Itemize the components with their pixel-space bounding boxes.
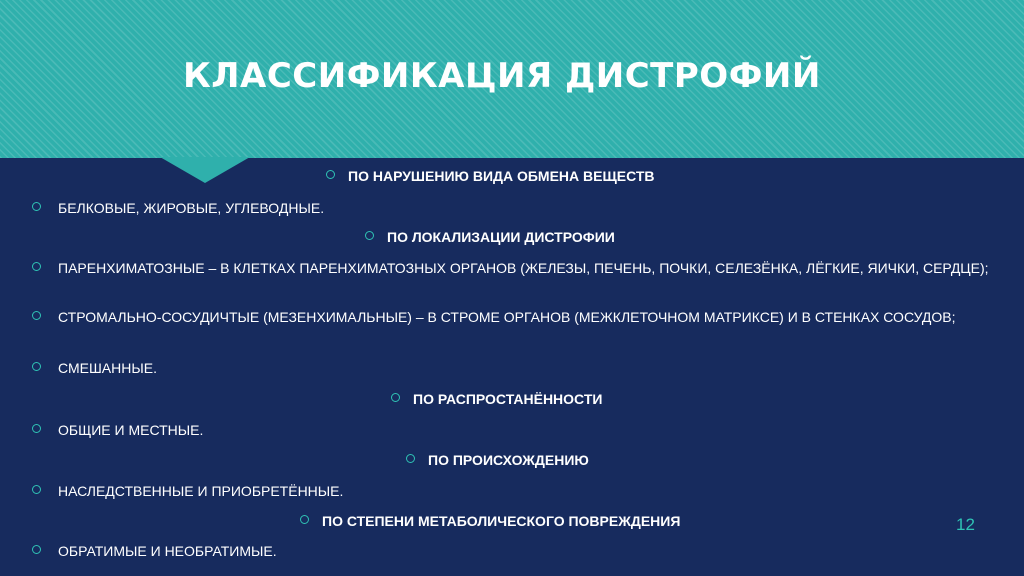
list-item-text: НАСЛЕДСТВЕННЫЕ И ПРИОБРЕТЁННЫЕ. <box>58 483 344 499</box>
bullet-circle-icon <box>32 311 41 320</box>
section-heading-text: ПО СТЕПЕНИ МЕТАБОЛИЧЕСКОГО ПОВРЕЖДЕНИЯ <box>322 513 681 529</box>
section-heading-damage-degree <box>322 511 680 531</box>
section-heading-text: ПО ПРОИСХОЖДЕНИЮ <box>428 452 589 468</box>
section-heading-origin <box>428 450 589 470</box>
bullet-circle-icon <box>365 231 374 240</box>
bullet-circle-icon <box>406 454 415 463</box>
list-item-text: ПАРЕНХИМАТОЗНЫЕ – В КЛЕТКАХ ПАРЕНХИМАТОЗНЫХ ОРГАНОВ (ЖЕЛЕЗЫ, ПЕЧЕНЬ, ПОЧКИ, СЕЛЕЗЁНКА, ЛЁГКИЕ, ЯИЧКИ, СЕРДЦЕ); <box>58 260 989 276</box>
bullet-circle-icon <box>32 545 41 554</box>
list-item-stromal-vascular <box>58 307 996 327</box>
section-heading-text: ПО РАСПРОСТАНЁННОСТИ <box>413 391 603 407</box>
list-item-reversible <box>58 541 996 561</box>
bullet-circle-icon <box>326 170 335 179</box>
banner-notch <box>160 157 250 183</box>
bullet-circle-icon <box>300 515 309 524</box>
bullet-circle-icon <box>32 262 41 271</box>
slide-title: КЛАССИФИКАЦИЯ ДИСТРОФИЙ <box>183 56 821 96</box>
list-item-metabolism-types <box>58 198 996 218</box>
list-item-hereditary-acquired <box>58 481 996 501</box>
list-item-text: СМЕШАННЫЕ. <box>58 360 157 376</box>
bullet-circle-icon <box>32 424 41 433</box>
list-item-text: БЕЛКОВЫЕ, ЖИРОВЫЕ, УГЛЕВОДНЫЕ. <box>58 200 325 216</box>
section-heading-text: ПО ЛОКАЛИЗАЦИИ ДИСТРОФИИ <box>387 229 615 245</box>
section-heading-localization <box>387 227 615 247</box>
section-heading-prevalence <box>413 389 602 409</box>
list-item-text: ОБЩИЕ И МЕСТНЫЕ. <box>58 422 204 438</box>
bullet-circle-icon <box>32 202 41 211</box>
list-item-mixed <box>58 358 996 378</box>
bullet-circle-icon <box>32 362 41 371</box>
list-item-text: ОБРАТИМЫЕ И НЕОБРАТИМЫЕ. <box>58 543 277 559</box>
bullet-circle-icon <box>391 393 400 402</box>
list-item-text: СТРОМАЛЬНО-СОСУДИЧТЫЕ (МЕЗЕНХИМАЛЬНЫЕ) – В СТРОМЕ ОРГАНОВ (МЕЖКЛЕТОЧНОМ МАТРИКСЕ) И В СТЕНКАХ СОСУДОВ; <box>58 309 956 325</box>
list-item-parenchymal <box>58 258 996 278</box>
bullet-circle-icon <box>32 485 41 494</box>
section-heading-metabolism <box>348 166 655 186</box>
list-item-general-local <box>58 420 996 440</box>
section-heading-text: ПО НАРУШЕНИЮ ВИДА ОБМЕНА ВЕЩЕСТВ <box>348 168 655 184</box>
page-number: 12 <box>956 515 975 534</box>
